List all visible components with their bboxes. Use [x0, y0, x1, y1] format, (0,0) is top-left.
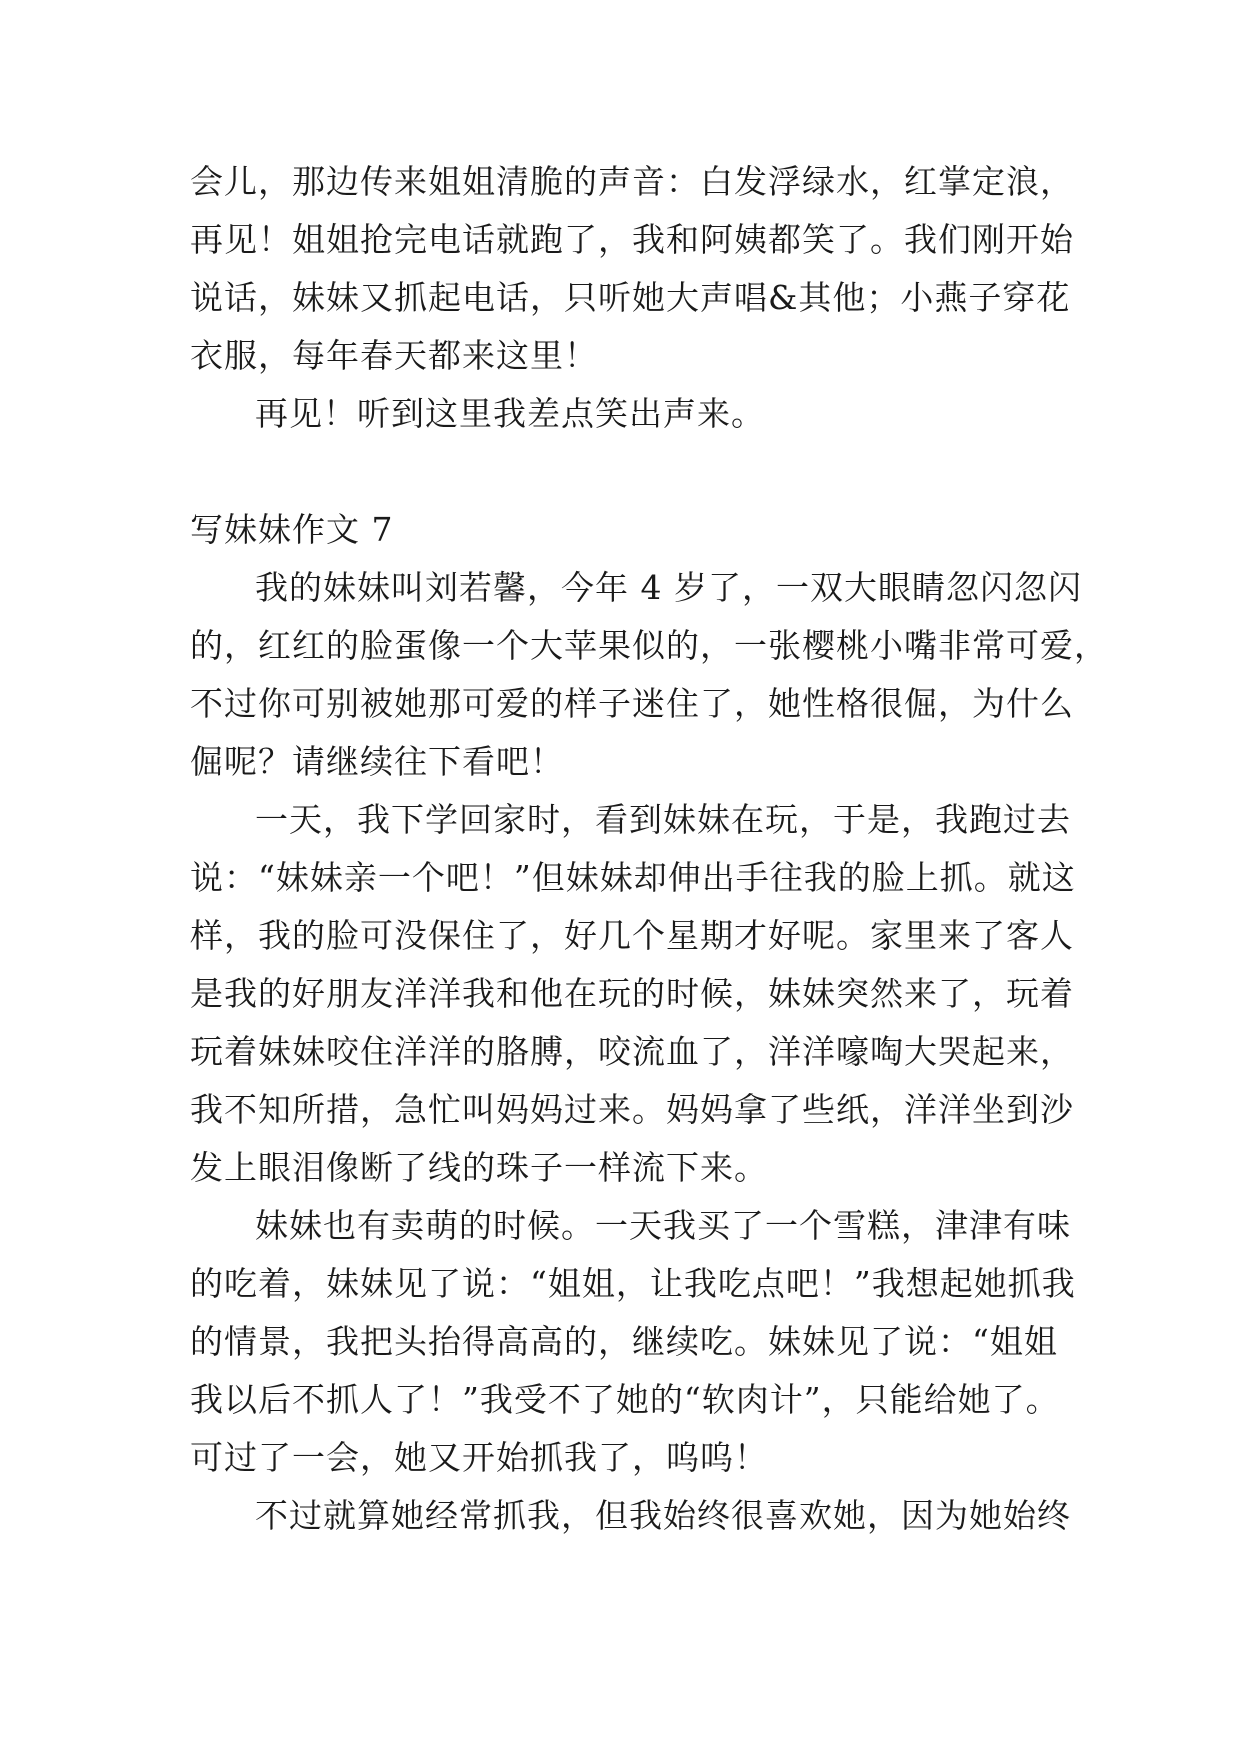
- text-line: 玩着妹妹咬住洋洋的胳膊，咬流血了，洋洋嚎啕大哭起来，: [190, 1032, 1074, 1071]
- text-line: 会儿，那边传来姐姐清脆的声音：白发浮绿水，红掌定浪，: [190, 162, 1074, 201]
- text-line: 妹妹也有卖萌的时候。一天我买了一个雪糕，津津有味: [255, 1206, 1071, 1245]
- text-line: 一天，我下学回家时，看到妹妹在玩，于是，我跑过去: [255, 800, 1071, 839]
- text-line: 的，红红的脸蛋像一个大苹果似的，一张樱桃小嘴非常可爱，: [190, 626, 1108, 665]
- text-line: 样，我的脸可没保住了，好几个星期才好呢。家里来了客人: [190, 916, 1074, 955]
- text-line: 我以后不抓人了！”我受不了她的“软肉计”，只能给她了。: [190, 1380, 1060, 1419]
- text-line: 发上眼泪像断了线的珠子一样流下来。: [190, 1148, 768, 1187]
- text-line: 是我的好朋友洋洋我和他在玩的时候，妹妹突然来了，玩着: [190, 974, 1074, 1013]
- text-line: 再见！听到这里我差点笑出声来。: [255, 394, 765, 433]
- text-line: 说：“妹妹亲一个吧！”但妹妹却伸出手往我的脸上抓。就这: [190, 858, 1076, 897]
- text-line: 衣服，每年春天都来这里！: [190, 336, 598, 375]
- text-line: 不过你可别被她那可爱的样子迷住了，她性格很倔，为什么: [190, 684, 1074, 723]
- text-line: 的情景，我把头抬得高高的，继续吃。妹妹见了说：“姐姐: [190, 1322, 1058, 1361]
- text-line: 再见！姐姐抢完电话就跑了，我和阿姨都笑了。我们刚开始: [190, 220, 1074, 259]
- text-line: 我的妹妹叫刘若馨，今年 4 岁了，一双大眼睛忽闪忽闪: [255, 568, 1082, 607]
- text-line: 可过了一会，她又开始抓我了，呜呜！: [190, 1438, 768, 1477]
- text-line: 我不知所措，急忙叫妈妈过来。妈妈拿了些纸，洋洋坐到沙: [190, 1090, 1074, 1129]
- section-heading: 写妹妹作文 7: [190, 510, 394, 549]
- text-line: 不过就算她经常抓我，但我始终很喜欢她，因为她始终: [255, 1496, 1071, 1535]
- text-line: 说话，妹妹又抓起电话，只听她大声唱&其他；小燕子穿花: [190, 278, 1071, 317]
- text-line: 的吃着，妹妹见了说：“姐姐，让我吃点吧！”我想起她抓我: [190, 1264, 1076, 1303]
- text-line: 倔呢？请继续往下看吧！: [190, 742, 564, 781]
